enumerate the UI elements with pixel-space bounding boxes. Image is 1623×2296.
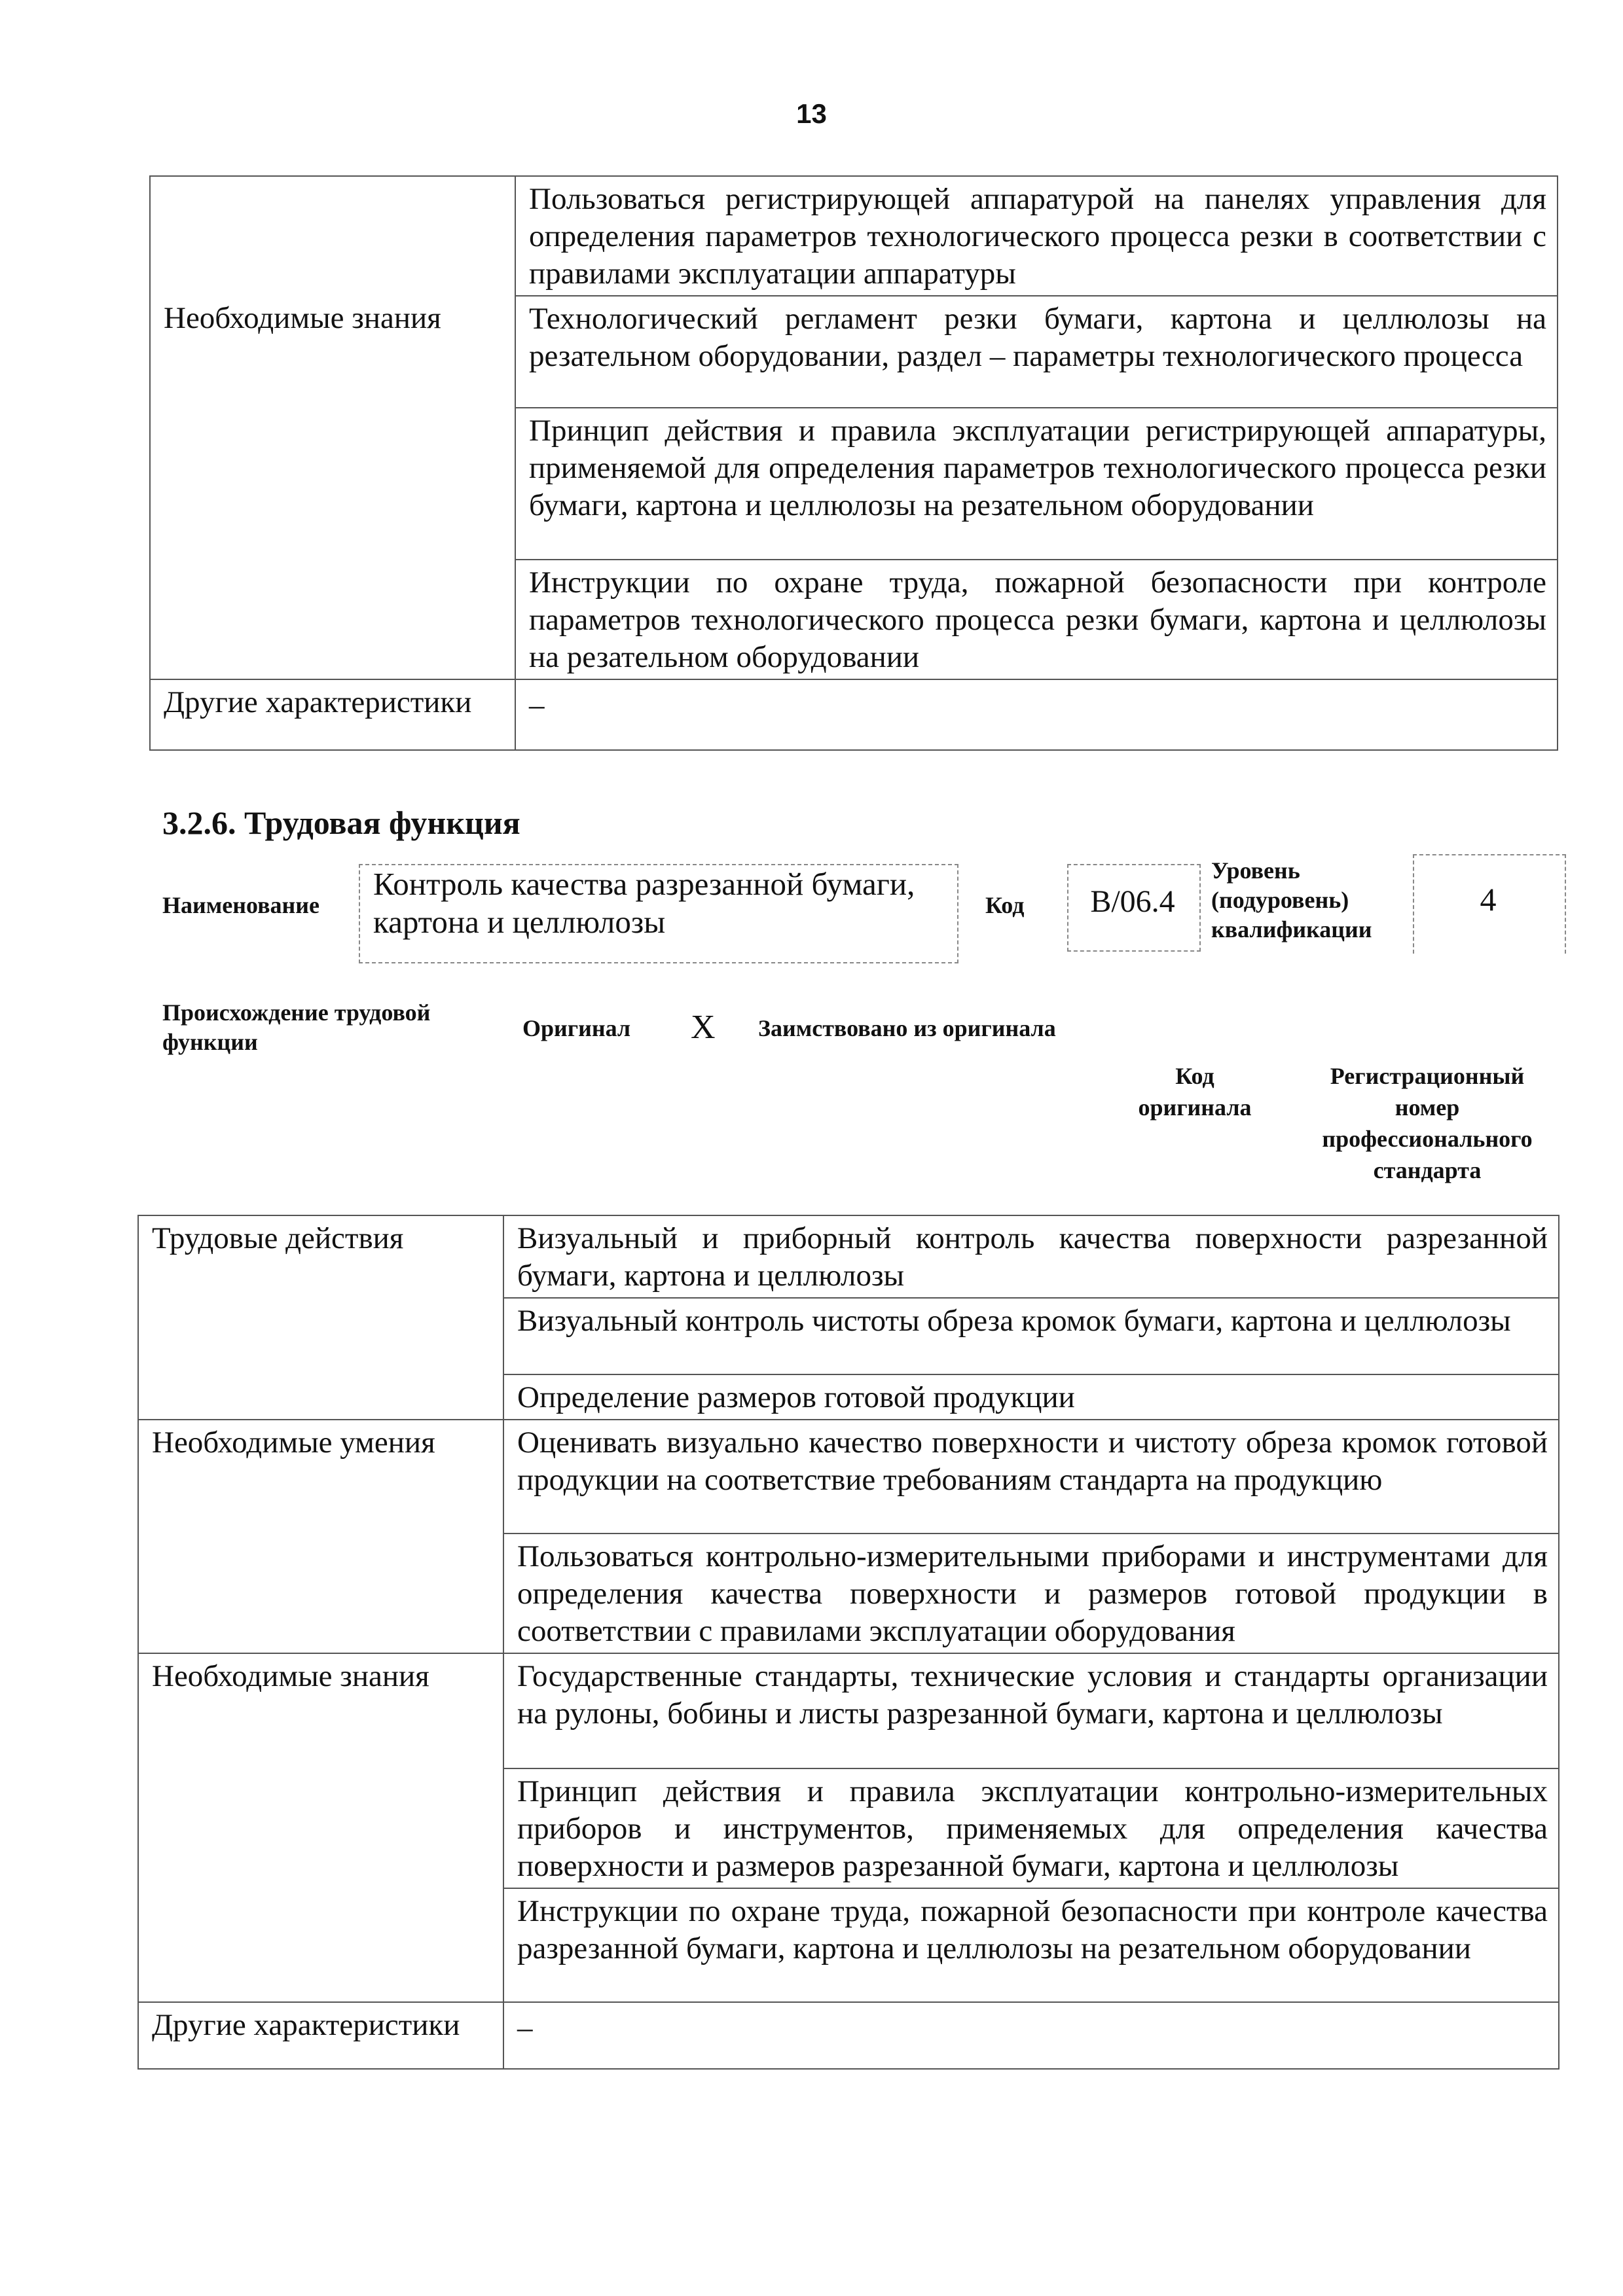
row-label: Другие характеристики	[138, 2002, 503, 2069]
row-label: Необходимые умения	[138, 1420, 503, 1534]
code-value: B/06.4	[1090, 884, 1175, 919]
row-value: Визуальный и приборный контроль качества поверхности разрезанной бумаги, картона и целлюлозы	[503, 1215, 1559, 1298]
table-row	[150, 176, 1558, 296]
original-label: Оригинал	[522, 1015, 631, 1041]
table-row	[138, 2002, 1559, 2069]
code-label: Код	[985, 892, 1025, 918]
row-label	[138, 1768, 503, 1888]
row-label	[138, 1534, 503, 1653]
row-label	[150, 176, 515, 296]
table-row	[150, 296, 1558, 408]
table-row	[138, 1768, 1559, 1888]
table-row	[138, 1653, 1559, 1768]
requirements-table-1	[149, 175, 1558, 751]
original-code-label: Код оригинала	[1138, 1063, 1252, 1121]
row-label	[150, 560, 515, 679]
row-value: Визуальный контроль чистоты обреза кромок бумаги, картона и целлюлозы	[503, 1298, 1559, 1374]
table-row	[138, 1374, 1559, 1420]
row-value: Инструкции по охране труда, пожарной безопасности при контроле параметров технологического процесса резки бумаги, картона и целлюлозы на резательном оборудовании	[515, 560, 1558, 679]
section-title: 3.2.6. Трудовая функция	[162, 804, 520, 841]
row-value: Определение размеров готовой продукции	[503, 1374, 1559, 1420]
table-row	[150, 560, 1558, 679]
level-label: Уровень (подуровень) квалификации	[1211, 857, 1372, 942]
page-number: 13	[796, 98, 827, 129]
row-value: –	[503, 2002, 1559, 2069]
row-label	[150, 408, 515, 560]
row-label: Другие характеристики	[150, 679, 515, 750]
row-value: –	[515, 679, 1558, 750]
row-label: Необходимые знания	[150, 296, 515, 408]
level-value: 4	[1480, 881, 1497, 918]
name-value: Контроль качества разрезанной бумаги, картона и целлюлозы	[373, 866, 915, 940]
row-value: Инструкции по охране труда, пожарной безопасности при контроле качества разрезанной бумаги, картона и целлюлозы на резательном оборудовании	[503, 1888, 1559, 2002]
row-value: Принцип действия и правила эксплуатации регистрирующей аппаратуры, применяемой для определения параметров технологического процесса резки бумаги, картона и целлюлозы на резательном оборудовании	[515, 408, 1558, 560]
row-value: Пользоваться регистрирующей аппаратурой на панелях управления для определения параметров технологического процесса резки в соответствии с правилами эксплуатации аппаратуры	[515, 176, 1558, 296]
requirements-table-2	[137, 1215, 1559, 2070]
table-row	[138, 1888, 1559, 2002]
table-row	[138, 1298, 1559, 1374]
row-label	[138, 1374, 503, 1420]
row-label	[138, 1298, 503, 1374]
borrowed-label: Заимствовано из оригинала	[758, 1015, 1056, 1041]
table-row	[150, 408, 1558, 560]
table-row	[138, 1215, 1559, 1298]
original-mark: X	[691, 1009, 716, 1046]
table-row	[138, 1534, 1559, 1653]
row-label	[138, 1888, 503, 2002]
origin-label: Происхождение трудовой функции	[162, 999, 431, 1055]
table-row	[150, 679, 1558, 750]
row-label: Необходимые знания	[138, 1653, 503, 1768]
table-row	[138, 1420, 1559, 1534]
name-label: Наименование	[162, 892, 319, 918]
registration-number-label: Регистрационный номер профессионального стандарта	[1322, 1063, 1533, 1183]
row-value: Технологический регламент резки бумаги, картона и целлюлозы на резательном оборудовании, раздел – параметры технологического процесса	[515, 296, 1558, 408]
row-value: Принцип действия и правила эксплуатации контрольно-измерительных приборов и инструментов, применяемых для определения качества поверхности и размеров разрезанной бумаги, картона и целлюлозы	[503, 1768, 1559, 1888]
row-label: Трудовые действия	[138, 1215, 503, 1298]
row-value: Оценивать визуально качество поверхности и чистоту обреза кромок готовой продукции на соответствие требованиям стандарта на продукцию	[503, 1420, 1559, 1534]
row-value: Пользоваться контрольно-измерительными приборами и инструментами для определения качества поверхности и размеров готовой продукции в соответствии с правилами эксплуатации оборудования	[503, 1534, 1559, 1653]
row-value: Государственные стандарты, технические условия и стандарты организации на рулоны, бобины и листы разрезанной бумаги, картона и целлюлозы	[503, 1653, 1559, 1768]
